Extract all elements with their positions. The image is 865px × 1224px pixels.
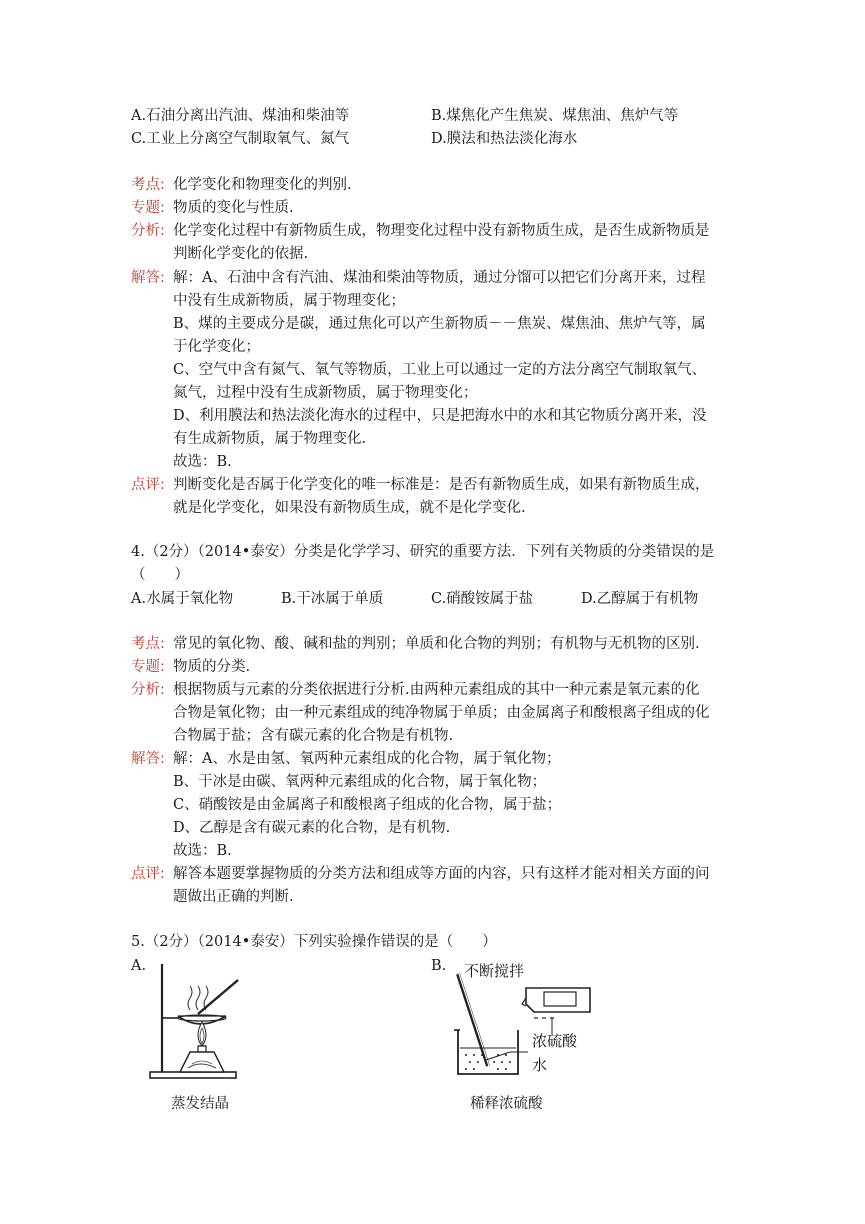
jieda-text: 氮气，过程中没有生成新物质，属于物理变化；: [173, 385, 478, 401]
jieda-text: 解：A、石油中含有汽油、煤油和柴油等物质，通过分馏可以把它们分离开来，过程: [173, 270, 706, 286]
option-b-label: B.: [431, 958, 447, 974]
jieda-text: D、利用膜法和热法淡化海水的过程中，只是把海水中的水和其它物质分离开来，没: [173, 408, 707, 424]
question-stem: 5.（2分）（2014•泰安）下列实验操作错误的是（ ）: [131, 934, 497, 950]
fenxi-label: 分析:: [131, 682, 165, 698]
jieda-text: C、硝酸铵是由金属离子和酸根离子组成的化合物，属于盐；: [173, 797, 562, 813]
figure-a-caption: 蒸发结晶: [171, 1096, 229, 1112]
jieda-text: 故选：B.: [173, 843, 232, 859]
zhuanti-text: 物质的分类.: [173, 659, 251, 675]
jieda-text: D、乙醇是含有碳元素的化合物，是有机物.: [173, 820, 451, 836]
stir-label: 不断搅拌: [464, 962, 525, 980]
jieda-label: 解答:: [131, 270, 165, 286]
dianping-label: 点评:: [131, 477, 165, 493]
acid-label: 浓硫酸: [532, 1032, 578, 1050]
jieda-text: 中没有生成新物质，属于物理变化；: [173, 293, 405, 309]
zhuanti-label: 专题:: [131, 200, 165, 216]
dilute-sulfuric-acid-figure: [448, 960, 598, 1082]
zhuanti-label: 专题:: [131, 659, 165, 675]
fenxi-label: 分析:: [131, 223, 165, 239]
zhuanti-text: 物质的变化与性质.: [173, 200, 294, 216]
figure-b-caption: 稀释浓硫酸: [470, 1096, 543, 1112]
option-d: D.膜法和热法淡化海水: [431, 131, 578, 147]
jieda-text: 解：A、水是由氢、氧两种元素组成的化合物，属于氧化物；: [173, 751, 561, 767]
question-stem: （ ）: [131, 567, 189, 583]
fenxi-text: 判断化学变化的依据.: [173, 246, 309, 262]
kaodian-text: 化学变化和物理变化的判别.: [173, 177, 352, 193]
dianping-text: 判断变化是否属于化学变化的唯一标准是：是否有新物质生成，如果有新物质生成，: [173, 477, 710, 493]
option-a-label: A.: [131, 958, 147, 974]
dianping-text: 解答本题要掌握物质的分类方法和组成等方面的内容，只有这样才能对相关方面的问: [173, 866, 710, 882]
option-a: A.水属于氧化物: [131, 591, 234, 607]
question-stem: 4.（2分）（2014•泰安）分类是化学学习、研究的重要方法．下列有关物质的分类错误的是: [131, 544, 715, 560]
dianping-label: 点评:: [131, 866, 165, 882]
jieda-text: C、空气中含有氮气、氧气等物质，工业上可以通过一定的方法分离空气制取氧气、: [173, 362, 707, 378]
jieda-text: B、干冰是由碳、氧两种元素组成的化合物，属于氧化物；: [173, 774, 547, 790]
dianping-text: 题做出正确的判断.: [173, 889, 294, 905]
jieda-text: 于化学变化；: [173, 339, 260, 355]
option-d: D.乙醇属于有机物: [581, 591, 699, 607]
fenxi-text: 合物是氧化物；由一种元素组成的纯净物属于单质；由金属离子和酸根离子组成的化: [173, 705, 710, 721]
option-b: B.干冰属于单质: [281, 591, 384, 607]
jieda-text: 有生成新物质，属于物理变化.: [173, 431, 367, 447]
fenxi-text: 化学变化过程中有新物质生成，物理变化过程中没有新物质生成，是否生成新物质是: [173, 223, 710, 239]
kaodian-label: 考点:: [131, 636, 165, 652]
water-label: 水: [532, 1056, 548, 1074]
evaporation-apparatus-figure: [140, 960, 260, 1082]
jieda-label: 解答:: [131, 751, 165, 767]
option-a: A.石油分离出汽油、煤油和柴油等: [131, 108, 350, 124]
kaodian-text: 常见的氧化物、酸、碱和盐的判别；单质和化合物的判别；有机物与无机物的区别.: [173, 636, 700, 652]
jieda-text: 故选：B.: [173, 454, 232, 470]
kaodian-label: 考点:: [131, 177, 165, 193]
jieda-text: B、煤的主要成分是碳，通过焦化可以产生新物质－－焦炭、煤焦油、焦炉气等，属: [173, 316, 706, 332]
option-c: C.硝酸铵属于盐: [431, 591, 534, 607]
fenxi-text: 合物属于盐；含有碳元素的化合物是有机物.: [173, 728, 454, 744]
option-b: B.煤焦化产生焦炭、煤焦油、焦炉气等: [431, 108, 679, 124]
option-c: C.工业上分离空气制取氧气、氮气: [131, 131, 350, 147]
fenxi-text: 根据物质与元素的分类依据进行分析.由两种元素组成的其中一种元素是氧元素的化: [173, 682, 700, 698]
dianping-text: 就是化学变化，如果没有新物质生成，就不是化学变化.: [173, 500, 526, 516]
